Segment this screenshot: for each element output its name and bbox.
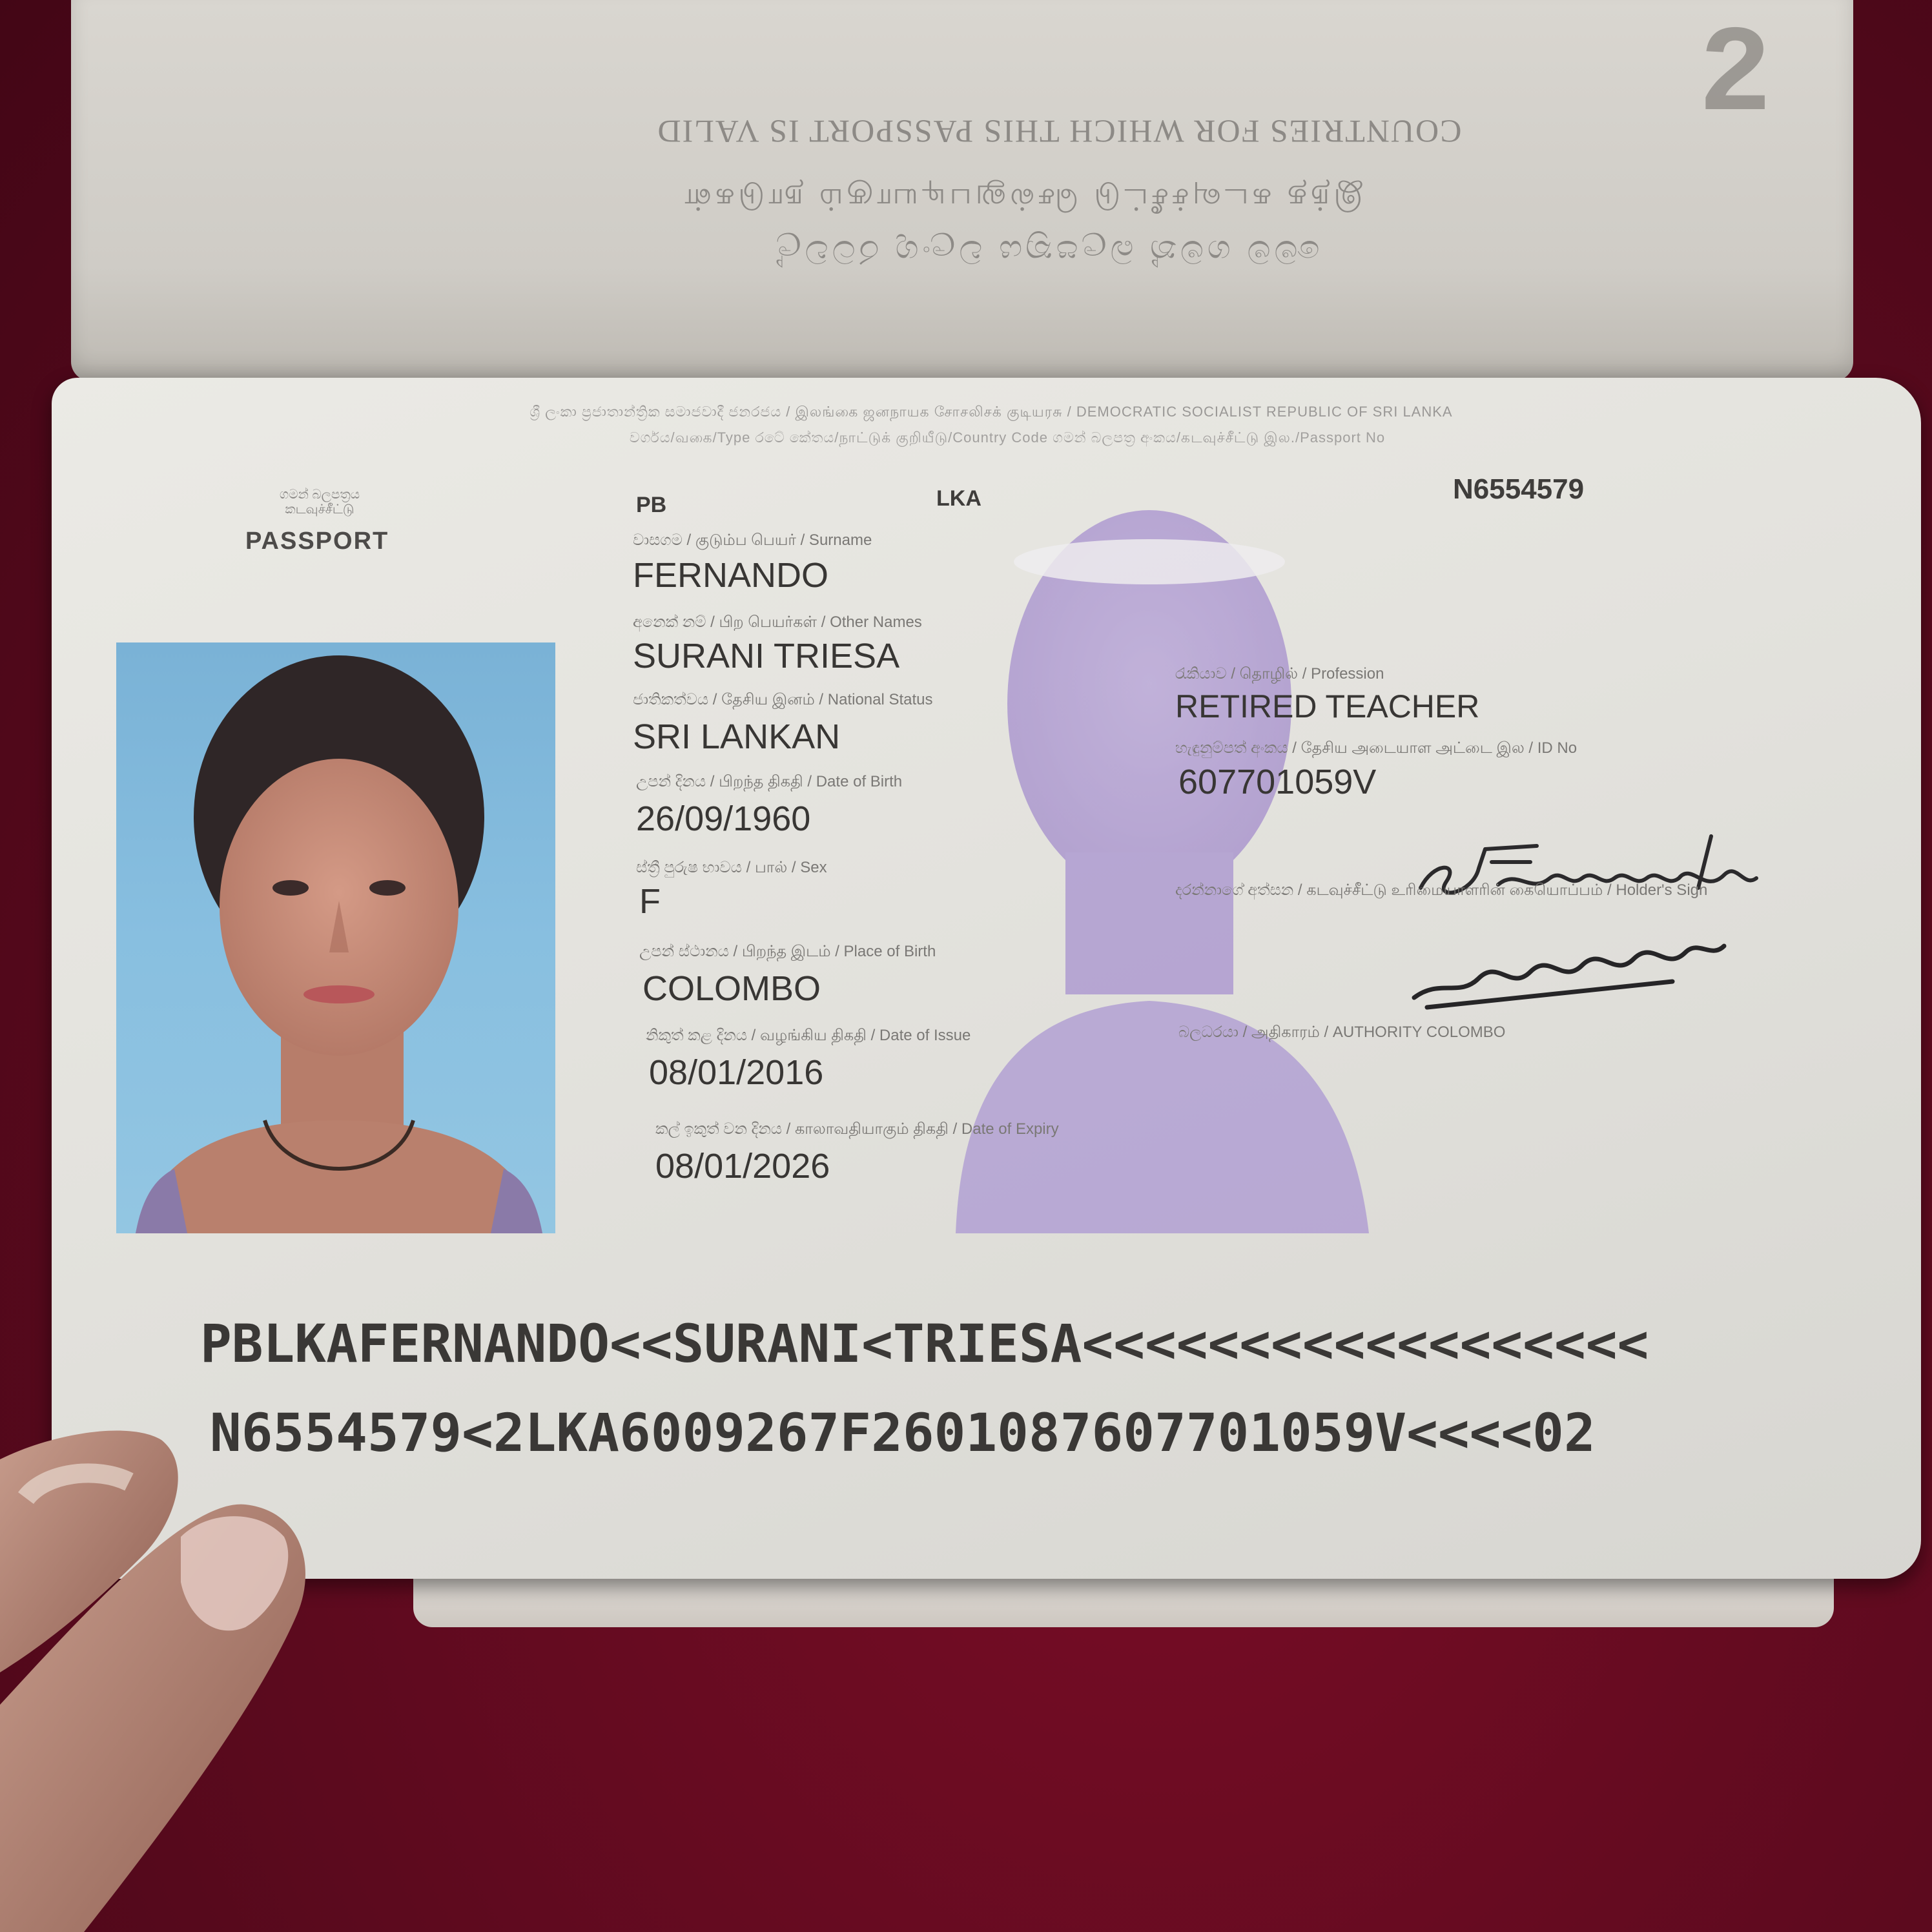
place-of-birth-label: උපන් ස්ථානය / பிறந்த இடம் / Place of Birth <box>639 943 936 960</box>
date-of-issue-value: 08/01/2016 <box>649 1053 824 1092</box>
upper-page <box>71 0 1853 381</box>
countries-valid-tamil-text: இந்த கடவுச்சீட்டு செல்லுபடியாகும் நாடுகள் <box>681 183 1362 216</box>
date-of-issue-label: නිකුත් කළ දිනය / வழங்கிய திகதி / Date of Issue <box>646 1027 971 1044</box>
countries-valid-sinhala-text: මෙම ගමන් බලපත්‍රය වලංගු රටවල් <box>772 234 1320 270</box>
issuing-authority-label: බලධරයා / அதிகாரம் / AUTHORITY COLOMBO <box>1178 1023 1506 1041</box>
surname-label: වාසගම / குடும்ப பெயர் / Surname <box>633 531 872 549</box>
given-names-value: SURANI TRIESA <box>633 637 900 675</box>
date-of-birth-value: 26/09/1960 <box>636 799 811 838</box>
holder-signature-label: දරන්නාගේ අත්සන / கடவுச்சீட்டு உரிமையாளரின் கையொப்பம் / Holder's Sign <box>1175 881 1708 899</box>
country-code: LKA <box>936 486 981 511</box>
given-names-label: අනෙක් නම් / பிற பெயர்கள் / Other Names <box>633 613 922 631</box>
mrz-line-1: PBLKAFERNANDO<<SURANI<TRIESA<<<<<<<<<<<<<<<<<< <box>200 1314 1649 1375</box>
surname-value: FERNANDO <box>633 556 829 595</box>
nationality-value: SRI LANKAN <box>633 717 841 756</box>
perforated-page-number: 2 <box>1698 8 1766 147</box>
document-type-local-label: ගමන් බලපත්‍රය කடவுச்சீட்டு <box>279 488 360 517</box>
profession-value: RETIRED TEACHER <box>1175 688 1480 724</box>
date-of-birth-label: උපන් දිනය / பிறந்த திகதி / Date of Birth <box>636 773 903 790</box>
profession-label: රැකියාව / தொழில் / Profession <box>1175 665 1384 683</box>
id-number-label: හැඳුනුම්පත් අංකය / தேசிய அடையாள அட்டை இல / ID No <box>1175 739 1577 757</box>
authority-signature <box>1401 920 1737 1017</box>
sex-value: F <box>639 882 661 921</box>
field-header-line: වර්ගය/வகை/Type රටේ කේතය/நாட்டுக் குறியீடு/Country Code ගමන් බලපත්‍ර අංකය/கடவுச்சீட்டு இல./Passport No <box>629 429 1386 446</box>
holding-fingers <box>0 1369 452 1932</box>
holder-photo <box>116 642 555 1233</box>
issuing-state-header: ශ්‍රී ලංකා ප්‍රජාතාන්ත්‍රික සමාජවාදී ජනරජය / இலங்கை ஜனநாயக சோசலிசக் குடியரசு / DEMOCRATIC SOCIALIST REPUBLIC OF SRI LANKA <box>529 404 1453 420</box>
sex-label: ස්ත්‍රී පුරුෂ භාවය / பால் / Sex <box>636 859 827 876</box>
nationality-label: ජාතිකත්වය / தேசிய இனம் / National Status <box>633 691 933 708</box>
countries-valid-text: COUNTRIES FOR WHICH THIS PASSPORT IS VALID <box>656 114 1462 150</box>
id-number-value: 607701059V <box>1178 763 1377 801</box>
place-of-birth-value: COLOMBO <box>642 969 821 1008</box>
passport-number: N6554579 <box>1453 473 1585 505</box>
document-type-label: PASSPORT <box>245 528 389 555</box>
passport-type-code: PB <box>636 493 667 517</box>
date-of-expiry-value: 08/01/2026 <box>655 1147 830 1186</box>
date-of-expiry-label: කල් ඉකුත් වන දිනය / காலாவதியாகும் திகதி / Date of Expiry <box>655 1120 1059 1138</box>
mrz-line-2: N6554579<2LKA6009267F2601087607701059V<<<<02 <box>210 1403 1596 1464</box>
